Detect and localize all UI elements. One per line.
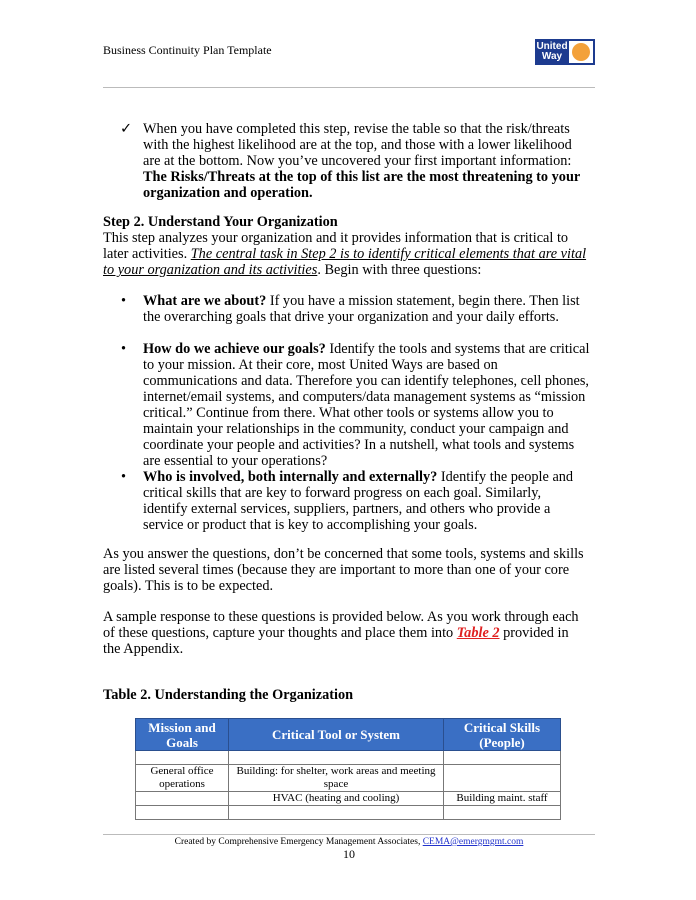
page-number: 10: [343, 847, 355, 861]
bullet-item: • Who is involved, both internally and externally? Identify the people and critical skills that are key to forward progress on each goal. Similarly, identify external services, suppliers, partners, and others who provide a service or product that is key to accomplishing your goals.: [121, 469, 574, 533]
footer-divider: [103, 834, 595, 835]
step2-intro: This step analyzes your organization and it provides information that is critical to later activities. The central task in Step 2 is to identify critical elements that are vital to your organization and its activities. Begin with three questions:: [103, 230, 587, 278]
check-item: [120, 121, 588, 201]
bullet-icon: •: [121, 293, 127, 309]
table-row: HVAC (heating and cooling) Building maint. staff: [136, 792, 561, 806]
column-header: Critical Skills (People): [444, 719, 561, 751]
step2-emphasis: The central task in Step 2 is to identify critical elements that are vital to your organization and its activities: [103, 246, 587, 278]
bullet-item: • How do we achieve our goals? Identify the tools and systems that are critical to your mission. At their core, most United Ways are based on communications and data. Therefore you can identify telephones, cell phones, internet/email systems, and computers/data management systems as “mission critical.” Continue from there. What other tools or systems allow you to maintain your relationships in the community, conduct your campaign and coordinate your people and activities? In a nutshell, what tools and systems are essential to your operations?: [121, 341, 590, 469]
footer: [103, 837, 595, 861]
bullet-icon: •: [121, 469, 127, 485]
column-header: Critical Tool or System: [229, 719, 444, 751]
table-row: [136, 806, 561, 820]
table-caption: Table 2. Understanding the Organization: [103, 687, 354, 703]
table-row: [136, 751, 561, 765]
column-header: Mission and Goals: [136, 719, 229, 751]
footer-text: Created by Comprehensive Emergency Management Associates,: [174, 837, 423, 847]
united-way-logo: United Way: [535, 39, 595, 65]
paragraph: A sample response to these questions is provided below. As you work through each of these questions, capture your thoughts and place them into Table 2 provided in the Appendix.: [103, 609, 579, 657]
header-divider: [103, 87, 595, 88]
organization-table: [135, 718, 561, 820]
checkmark-icon: ✓: [120, 121, 132, 137]
paragraph: As you answer the questions, don’t be concerned that some tools, systems and skills are listed several times (because they are important to more than one of your core goals). This is to be expected.: [103, 546, 584, 594]
step2-heading: Step 2. Understand Your Organization: [103, 214, 338, 230]
check-bold-text: The Risks/Threats at the top of this list are the most threatening to your organization and operation.: [143, 169, 580, 201]
bullet-icon: •: [121, 341, 127, 357]
bullet-item: • What are we about? If you have a mission statement, begin there. Then list the overarching goals that drive your organization and your daily efforts.: [121, 293, 580, 325]
table2-link[interactable]: Table 2: [456, 625, 500, 641]
table-row: General office operations Building: for shelter, work areas and meeting space: [136, 765, 561, 792]
step2-section: [103, 214, 588, 278]
header-title: Business Continuity Plan Template: [103, 43, 272, 57]
footer-email-link[interactable]: CEMA@emergmgmt.com: [422, 837, 524, 847]
check-text: When you have completed this step, revise the table so that the risk/threats with the highest likelihood are at the top, and those with a lower likelihood are at the bottom. Now you’ve uncovered your first important information:: [143, 121, 572, 169]
